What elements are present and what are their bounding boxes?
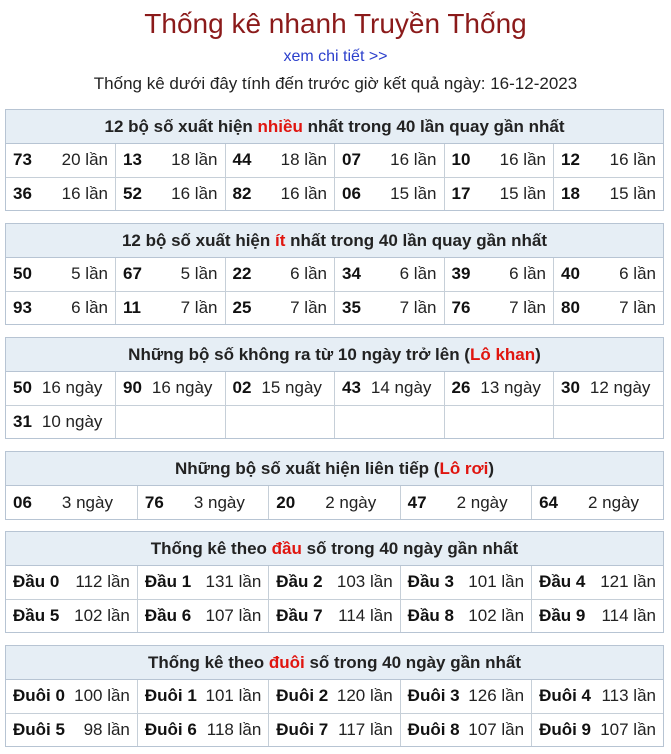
stat-number: 44 — [232, 150, 252, 170]
stat-number: 76 — [144, 492, 164, 512]
stat-count: 6 lần — [399, 264, 437, 284]
stat-count: 15 lần — [390, 183, 437, 203]
stat-cell — [335, 291, 445, 324]
stat-cell — [6, 258, 116, 291]
stat-number: 20 — [276, 492, 296, 512]
stat-cell — [116, 405, 226, 438]
stat-count: 100 lần — [74, 686, 130, 706]
stat-count: 3 ngày — [61, 492, 113, 512]
stat-count: 6 lần — [619, 264, 656, 284]
stat-cell — [444, 291, 554, 324]
stat-number: 13 — [123, 150, 142, 170]
stat-number: 90 — [123, 378, 142, 398]
stat-number: Đầu 6 — [144, 605, 192, 625]
stat-cell — [444, 258, 554, 291]
heading-text: Thống kê theo — [150, 539, 272, 558]
stat-number: 31 — [13, 411, 32, 431]
stat-cell — [532, 599, 663, 632]
stat-number: Đầu 9 — [539, 605, 586, 625]
stat-count: 101 lần — [468, 572, 525, 592]
table-row — [6, 486, 663, 519]
table-row — [6, 372, 663, 405]
stat-number: 52 — [123, 183, 142, 203]
stat-number: 30 — [561, 378, 580, 398]
stat-cell — [444, 144, 554, 177]
stat-cell — [6, 372, 116, 405]
table-row — [6, 144, 663, 177]
stat-cell — [532, 566, 663, 599]
heading-highlight: đuôi — [268, 653, 305, 672]
stat-cell — [6, 599, 137, 632]
stat-count: 12 ngày — [589, 378, 651, 398]
stat-cell — [6, 291, 116, 324]
stat-cell — [116, 258, 226, 291]
table-row — [6, 177, 663, 210]
stat-number: Đầu 2 — [276, 572, 323, 592]
stat-cell — [116, 291, 226, 324]
stat-count: 16 lần — [499, 150, 546, 170]
stat-cell — [554, 372, 664, 405]
stat-cell — [137, 713, 268, 746]
stat-cell — [225, 372, 335, 405]
stat-number: 02 — [232, 378, 252, 398]
stat-number: 76 — [451, 297, 471, 317]
stat-number: 35 — [342, 297, 361, 317]
stat-cell — [444, 405, 554, 438]
stat-count: 114 lần — [338, 605, 393, 625]
heading-text: số trong 40 ngày gần nhất — [304, 653, 522, 672]
stat-number: 67 — [123, 264, 142, 284]
stat-count: 102 lần — [468, 605, 525, 625]
stat-count: 121 lần — [600, 572, 656, 592]
stat-number: 43 — [342, 378, 361, 398]
stat-number: Đuôi 8 — [407, 719, 460, 739]
stat-count: 2 ngày — [587, 492, 640, 512]
least-frequent-panel — [5, 223, 664, 325]
table-row — [6, 599, 663, 632]
heading-text: Những bộ số không ra từ 10 ngày trở lên ( — [128, 345, 470, 364]
stat-count: 6 lần — [290, 264, 327, 284]
stat-cell — [116, 144, 226, 177]
stat-cell — [225, 405, 335, 438]
heading-highlight: Lô khan — [469, 345, 536, 364]
stat-count: 6 lần — [509, 264, 546, 284]
stat-count: 18 lần — [280, 150, 327, 170]
stat-count: 113 lần — [601, 686, 656, 706]
stat-number: 40 — [561, 264, 580, 284]
least-frequent-table — [6, 258, 663, 324]
stat-count: 16 lần — [609, 150, 656, 170]
stat-count: 20 lần — [61, 150, 108, 170]
page-title: Thống kê nhanh Truyền Thống — [144, 8, 527, 39]
stat-cell — [137, 566, 268, 599]
stat-count: 3 ngày — [193, 492, 245, 512]
stat-count: 16 ngày — [41, 378, 103, 398]
heading-text: 12 bộ số xuất hiện — [121, 231, 275, 250]
stat-count: 120 lần — [336, 686, 393, 706]
stat-number: Đuôi 6 — [144, 719, 197, 739]
stat-cell — [116, 372, 226, 405]
stat-count: 16 lần — [280, 183, 327, 203]
stat-count: 16 lần — [390, 150, 437, 170]
stat-count: 15 lần — [499, 183, 546, 203]
stat-count: 6 lần — [71, 297, 108, 317]
stat-count: 5 lần — [180, 264, 218, 284]
stat-number: Đầu 5 — [13, 605, 60, 625]
stat-cell — [400, 566, 531, 599]
stat-number: 50 — [13, 378, 32, 398]
stat-cell — [400, 599, 531, 632]
stat-number: 73 — [13, 150, 32, 170]
stat-cell — [6, 680, 137, 713]
stat-cell — [269, 680, 400, 713]
stat-number: 07 — [342, 150, 361, 170]
stat-number: 17 — [451, 183, 471, 203]
stat-number: 18 — [561, 183, 580, 203]
most-frequent-table — [6, 144, 663, 210]
stat-count: 16 lần — [61, 183, 108, 203]
heading-text: số trong 40 ngày gần nhất — [301, 539, 519, 558]
stat-cell — [554, 291, 664, 324]
stat-cell — [554, 405, 664, 438]
stat-count: 102 lần — [74, 605, 130, 625]
stat-number: 06 — [13, 492, 32, 512]
lo-roi-table — [6, 486, 663, 519]
heading-text: 12 bộ số xuất hiện — [104, 117, 258, 136]
stat-count: 2 ngày — [325, 492, 377, 512]
stat-cell — [6, 177, 116, 210]
stat-cell — [225, 258, 335, 291]
stat-cell — [269, 486, 400, 519]
stat-count: 7 lần — [619, 297, 656, 317]
stat-number: 25 — [232, 297, 252, 317]
table-row — [6, 258, 663, 291]
stat-number: 11 — [123, 297, 141, 317]
stat-count: 7 lần — [290, 297, 327, 317]
stat-cell — [335, 258, 445, 291]
stat-cell — [532, 680, 663, 713]
stat-number: 06 — [342, 183, 361, 203]
stat-number: Đầu 7 — [276, 605, 323, 625]
stat-count: 15 ngày — [261, 378, 322, 398]
stat-number: Đuôi 1 — [144, 686, 197, 706]
stat-cell — [137, 599, 268, 632]
table-row — [6, 713, 663, 746]
stat-number: Đầu 8 — [407, 605, 454, 625]
stat-number: 36 — [13, 183, 32, 203]
stat-count: 14 ngày — [370, 378, 432, 398]
heading-text: ) — [535, 345, 541, 364]
stat-number: Đuôi 4 — [539, 686, 592, 706]
stat-cell — [554, 258, 664, 291]
lo-khan-panel — [5, 337, 664, 439]
stat-cell — [6, 405, 116, 438]
stat-cell — [444, 177, 554, 210]
stat-count: 118 lần — [206, 719, 262, 739]
stat-cell — [532, 486, 663, 519]
table-row — [6, 566, 663, 599]
stat-count: 103 lần — [336, 572, 393, 592]
stat-number: 26 — [451, 378, 471, 398]
lo-roi-panel — [5, 451, 664, 520]
heading-highlight: đầu — [271, 539, 302, 558]
stat-count: 131 lần — [205, 572, 262, 592]
stat-cell — [335, 405, 445, 438]
stat-cell — [335, 144, 445, 177]
heading-highlight: ít — [275, 231, 286, 250]
stat-number: Đầu 0 — [13, 572, 60, 592]
stat-count: 13 ngày — [480, 378, 541, 398]
heading-text: nhất trong 40 lần quay gần nhất — [302, 117, 565, 136]
least-frequent-heading — [6, 224, 663, 258]
dau-stats-heading — [6, 532, 663, 566]
stat-count: 117 lần — [338, 719, 393, 739]
stat-number: 10 — [451, 150, 471, 170]
most-frequent-panel — [5, 109, 664, 211]
lo-khan-heading — [6, 338, 663, 372]
stat-count: 107 lần — [600, 719, 656, 739]
stat-number: Đầu 4 — [539, 572, 586, 592]
heading-text: nhất trong 40 lần quay gần nhất — [285, 231, 548, 250]
stat-cell — [225, 177, 335, 210]
stat-cell — [335, 177, 445, 210]
stat-number: 34 — [342, 264, 361, 284]
stat-number: Đuôi 5 — [13, 719, 65, 739]
stat-cell — [116, 177, 226, 210]
stat-cell — [335, 372, 445, 405]
stat-number: Đuôi 9 — [539, 719, 592, 739]
stat-cell — [400, 680, 531, 713]
stat-number: 47 — [407, 492, 427, 512]
stat-count: 15 lần — [609, 183, 656, 203]
stat-cell — [137, 486, 268, 519]
stat-count: 98 lần — [83, 719, 130, 739]
stat-number: 82 — [232, 183, 252, 203]
dau-stats-table — [6, 566, 663, 632]
stat-cell — [269, 599, 400, 632]
stat-cell — [400, 713, 531, 746]
table-row — [6, 405, 663, 438]
stat-number: 50 — [13, 264, 32, 284]
stat-count: 114 lần — [601, 605, 656, 625]
stat-count: 10 ngày — [41, 411, 103, 431]
heading-text: Những bộ số xuất hiện liên tiếp ( — [174, 459, 440, 478]
stat-cell — [6, 566, 137, 599]
stat-number: Đầu 3 — [407, 572, 454, 592]
stat-count: 18 lần — [171, 150, 218, 170]
page-subtitle: Thống kê dưới đây tính đến trước giờ kết quả ngày: 16-12-2023 — [93, 74, 578, 93]
stat-count: 126 lần — [468, 686, 525, 706]
stat-cell — [554, 144, 664, 177]
stat-count: 7 lần — [399, 297, 437, 317]
lo-roi-heading — [6, 452, 663, 486]
dau-stats-panel — [5, 531, 664, 633]
stat-cell — [269, 566, 400, 599]
stat-cell — [137, 680, 268, 713]
stat-number: Đầu 1 — [144, 572, 192, 592]
stat-number: Đuôi 7 — [276, 719, 329, 739]
stat-number: Đuôi 2 — [276, 686, 329, 706]
stat-cell — [6, 144, 116, 177]
stat-count: 7 lần — [180, 297, 218, 317]
stat-number: 64 — [539, 492, 558, 512]
duoi-stats-table — [6, 680, 663, 746]
stat-count: 107 lần — [205, 605, 262, 625]
heading-highlight: nhiều — [257, 117, 303, 136]
stat-count: 107 lần — [468, 719, 525, 739]
stat-cell — [532, 713, 663, 746]
stat-number: 80 — [561, 297, 580, 317]
stat-cell — [269, 713, 400, 746]
stat-count: 7 lần — [509, 297, 546, 317]
heading-text: ) — [488, 459, 495, 478]
stat-cell — [554, 177, 664, 210]
stat-number: 22 — [232, 264, 252, 284]
stat-count: 2 ngày — [456, 492, 508, 512]
duoi-stats-heading — [6, 646, 663, 680]
most-frequent-heading — [6, 110, 663, 144]
table-row — [6, 291, 663, 324]
stat-number: Đuôi 3 — [407, 686, 460, 706]
stat-cell — [225, 144, 335, 177]
stat-cell — [400, 486, 531, 519]
stat-count: 16 lần — [171, 183, 218, 203]
stat-number: 39 — [451, 264, 471, 284]
stat-count: 16 ngày — [151, 378, 213, 398]
stat-cell — [6, 713, 137, 746]
stat-cell — [444, 372, 554, 405]
heading-highlight: Lô rơi — [439, 459, 489, 478]
stat-number: Đuôi 0 — [13, 686, 65, 706]
stat-count: 101 lần — [205, 686, 262, 706]
stat-number: 93 — [13, 297, 32, 317]
lo-khan-table — [6, 372, 663, 438]
stat-number: 12 — [561, 150, 580, 170]
duoi-stats-panel — [5, 645, 664, 747]
stat-count: 5 lần — [71, 264, 108, 284]
details-link[interactable]: xem chi tiết >> — [283, 48, 388, 65]
heading-text: Thống kê theo — [147, 653, 269, 672]
stat-cell — [225, 291, 335, 324]
stat-count: 112 lần — [75, 572, 130, 592]
stat-cell — [6, 486, 137, 519]
table-row — [6, 680, 663, 713]
